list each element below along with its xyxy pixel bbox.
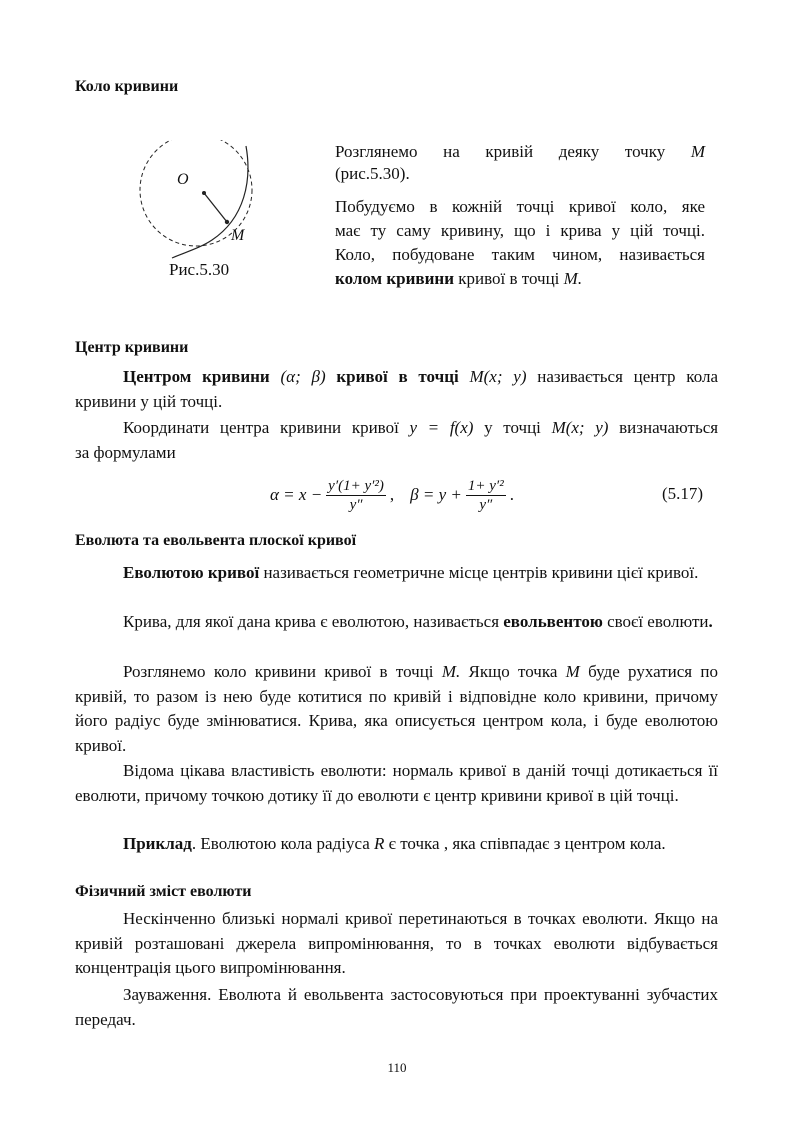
evolute-property: Відома цікава властивість еволюти: нормаль кривої в даній точці дотикається її еволюти, причому точкою дотику її до еволюти є центр кривини кривої в цій точці. [75,761,718,805]
point-M [225,220,229,224]
formula-number: (5.17) [662,484,704,503]
normal-segment [204,193,227,222]
alpha-fraction: $\frac{\text{y′(1+ y′²)}}{y''}$ [328,477,384,513]
formula-5-17: α = x − $\frac{\text{y′(1+ y′²)}}{y''}$ , β = y + $\frac{\text{1+ y′²}}{y''}$ . [270,477,514,513]
label-M: M [231,227,245,244]
side-paragraph-2-line-3: Коло, побудоване таким чином, називається [335,245,705,264]
heading-evolute-involute: Еволюта та евольвента плоскої кривої [75,532,357,549]
evolute-definition: Еволютою кривої називається геометричне місце центрів кривини цієї кривої. [123,563,699,582]
coordinates-line-1: Координати центра кривини кривої y = f(x) у точці M(x; y) визначаються [123,418,719,437]
physical-meaning-paragraph: Нескінченно близькі нормалі кривої перетинаються в точках еволюти. Якщо на кривій розташовані джерела випромінювання, то в точках еволюти відбувається концентрація цього випромінювання. [75,909,718,977]
beta-fraction: $\frac{\text{1+ y′²}}{y''}$ [467,477,504,513]
heading-circle-of-curvature: Коло кривини [75,78,179,95]
figure-caption: Рис.5.30 [169,260,230,279]
example-paragraph: Приклад. Еволютою кола радіуса R є точка , яка співпадає з центром кола. [123,834,666,853]
side-paragraph-2-line-2: має ту саму кривину, що і крива у цій точці. [335,221,705,240]
page-number: 110 [387,1060,407,1075]
side-paragraph-1-line-1: Розглянемо на кривій деяку точку M [335,142,705,161]
centre-definition-line-1: Центром кривини (α; β) кривої в точці M(x; y) називається центр кола [123,367,718,386]
side-paragraph-2-line-4: колом кривини кривої в точці M. [335,269,583,288]
evolute-explanation: Розглянемо коло кривини кривої в точці M. Якщо точка M буде рухатися по кривій, то разом із нею буде котитися по кривій і відповідне коло кривини, причому його радіус буде змінюватися. Крива, яка описується центром кола, і буде еволютою кривої. [75,662,718,755]
heading-physical-meaning: Фізичний зміст еволюти [75,883,252,900]
side-paragraph-2-line-1: Побудуємо в кожній точці кривої коло, яке [335,197,705,216]
coordinates-line-2: за формулами [75,443,176,462]
centre-definition-line-2: кривини у цій точці. [75,392,223,411]
heading-centre-of-curvature: Центр кривини [75,339,189,356]
side-paragraph-1-line-2: (рис.5.30). [335,164,410,183]
figure-osculating-circle [130,140,270,265]
involute-definition: Крива, для якої дана крива є еволютою, називається евольвентою своєї еволюти. [123,612,713,631]
center-point-O [202,191,206,195]
label-O: O [177,171,189,188]
remark-paragraph: Зауваження. Еволюта й евольвента застосовуються при проектуванні зубчастих передач. [75,985,718,1029]
